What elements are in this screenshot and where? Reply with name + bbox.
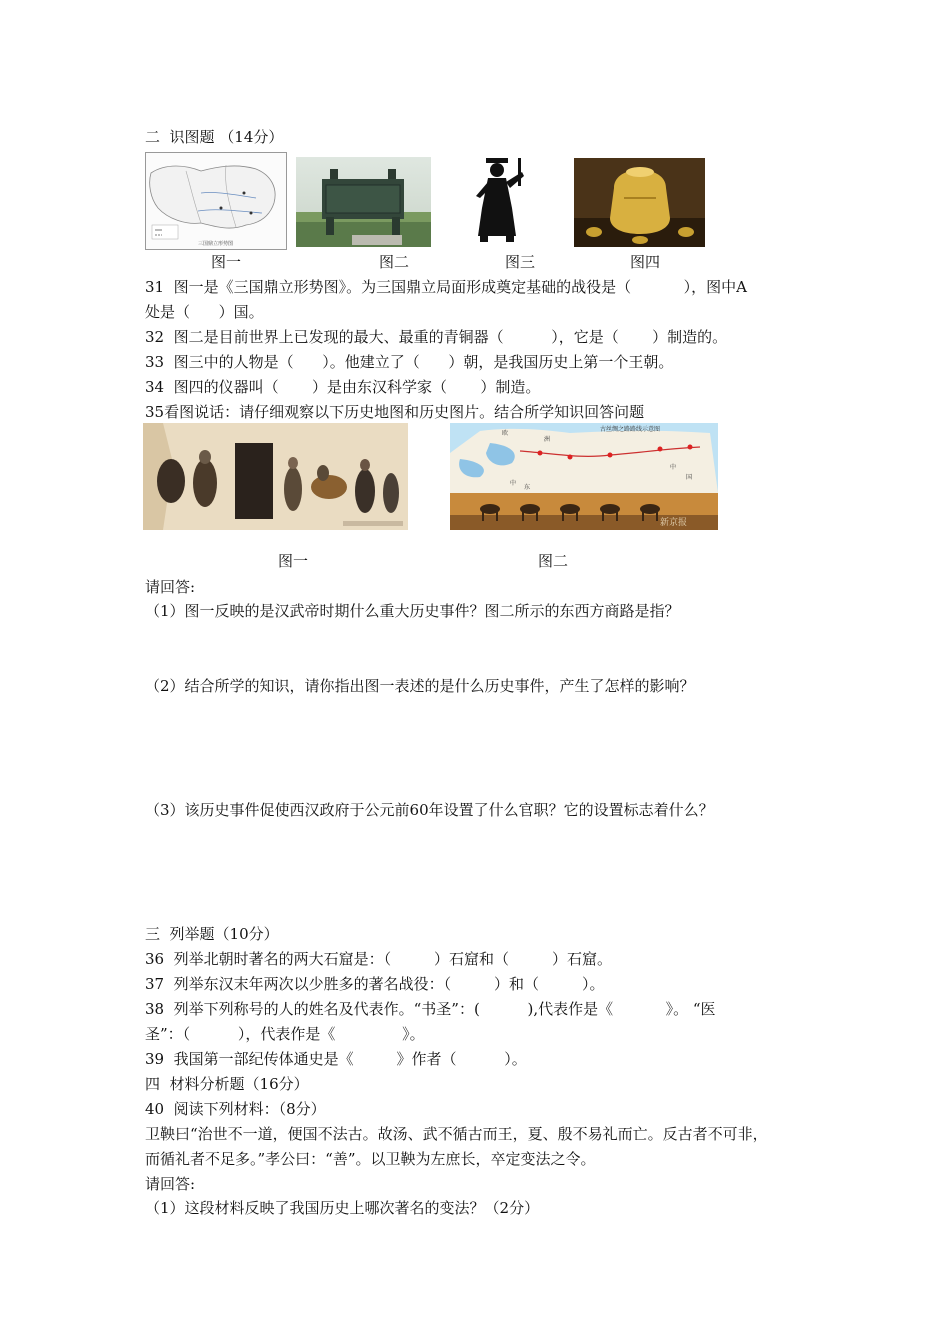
seismograph-image [574,158,705,247]
question-32: 32 图二是目前世界上已发现的最大、最重的青铜器（ ），它是（ ）制造的。 [145,328,728,346]
q35-caption-1: 图一 [278,552,309,570]
question-37: 37 列举东汉末年两次以少胜多的著名战役：（ ）和（ ）。 [145,975,605,993]
question-38-cont: 圣”：（ ），代表作是《 》。 [145,1025,425,1043]
bronze-ding-image [296,157,431,247]
map-label-zhou: 洲 [544,436,551,443]
zhang-qian-mural-image [143,423,408,530]
section4-heading: 四 材料分析题（16分） [145,1075,309,1093]
q40-sub-1: （1）这段材料反映了我国历史上哪次著名的变法？（2分） [145,1199,540,1217]
question-34: 34 图四的仪器叫（ ）是由东汉科学家（ ）制造。 [145,378,541,396]
answer-prompt-2: 请回答: [145,1175,196,1193]
q35-sub-3: （3）该历史事件促使西汉政府于公元前60年设置了什么官职？它的设置标志着什么？ [145,801,714,819]
map-label-dong: 东 [524,484,531,491]
question-31-cont: 处是（ ）国。 [145,303,264,321]
material-line-1: 卫鞅曰“治世不一道，便国不法古。故汤、武不循古而王，夏、殷不易礼而亡。反古者不可非， [145,1125,768,1143]
map-label-zhong-1: 中 [510,480,517,487]
material-line-2: 而循礼者不足多。”孝公曰：“善”。以卫鞅为左庶长，卒定变法之令。 [145,1150,596,1168]
question-39: 39 我国第一部纪传体通史是《 》作者（ ）。 [145,1050,527,1068]
map-label-ou: 欧 [502,430,509,437]
map-label-guo: 国 [686,474,693,481]
watermark: 新京报 [660,518,688,528]
fig-caption-4: 图四 [630,253,661,271]
answer-prompt-1: 请回答: [145,578,196,596]
question-35: 35看图说话：请仔细观察以下历史地图和历史图片。结合所学知识回答问题 [145,403,645,421]
fig-caption-1: 图一 [211,253,242,271]
fig-caption-2: 图二 [379,253,410,271]
section3-heading: 三 列举题（10分） [145,925,279,943]
question-36: 36 列举北朝时著名的两大石窟是：（ ）石窟和（ ）石窟。 [145,950,612,968]
q35-sub-1: （1）图一反映的是汉武帝时期什么重大历史事件？图二所示的东西方商路是指？ [145,602,680,620]
map-label-zhong-2: 中 [670,464,677,471]
q35-caption-2: 图二 [538,552,569,570]
silk-road-title: 古丝绸之路路线示意图 [600,426,661,433]
section2-heading: 二 识图题 （14分） [145,128,284,146]
silk-road-map-image [450,423,718,530]
q35-sub-2: （2）结合所学的知识，请你指出图一表述的是什么历史事件，产生了怎样的影响？ [145,677,695,695]
fig-caption-3: 图三 [505,253,536,271]
question-31: 31 图一是《三国鼎立形势图》。为三国鼎立局面形成奠定基础的战役是（ ），图中A [145,278,747,296]
question-33: 33 图三中的人物是（ ）。他建立了（ ）朝，是我国历史上第一个王朝。 [145,353,674,371]
question-38: 38 列举下列称号的人的姓名及代表作。“书圣”：( ),代表作是《 》。 “医 [145,1000,716,1018]
three-kingdoms-map-image [145,152,287,250]
king-yu-figure-image [466,152,528,246]
question-40: 40 阅读下列材料：（8分） [145,1100,326,1118]
map-title: 三国鼎立形势图 [198,241,234,247]
